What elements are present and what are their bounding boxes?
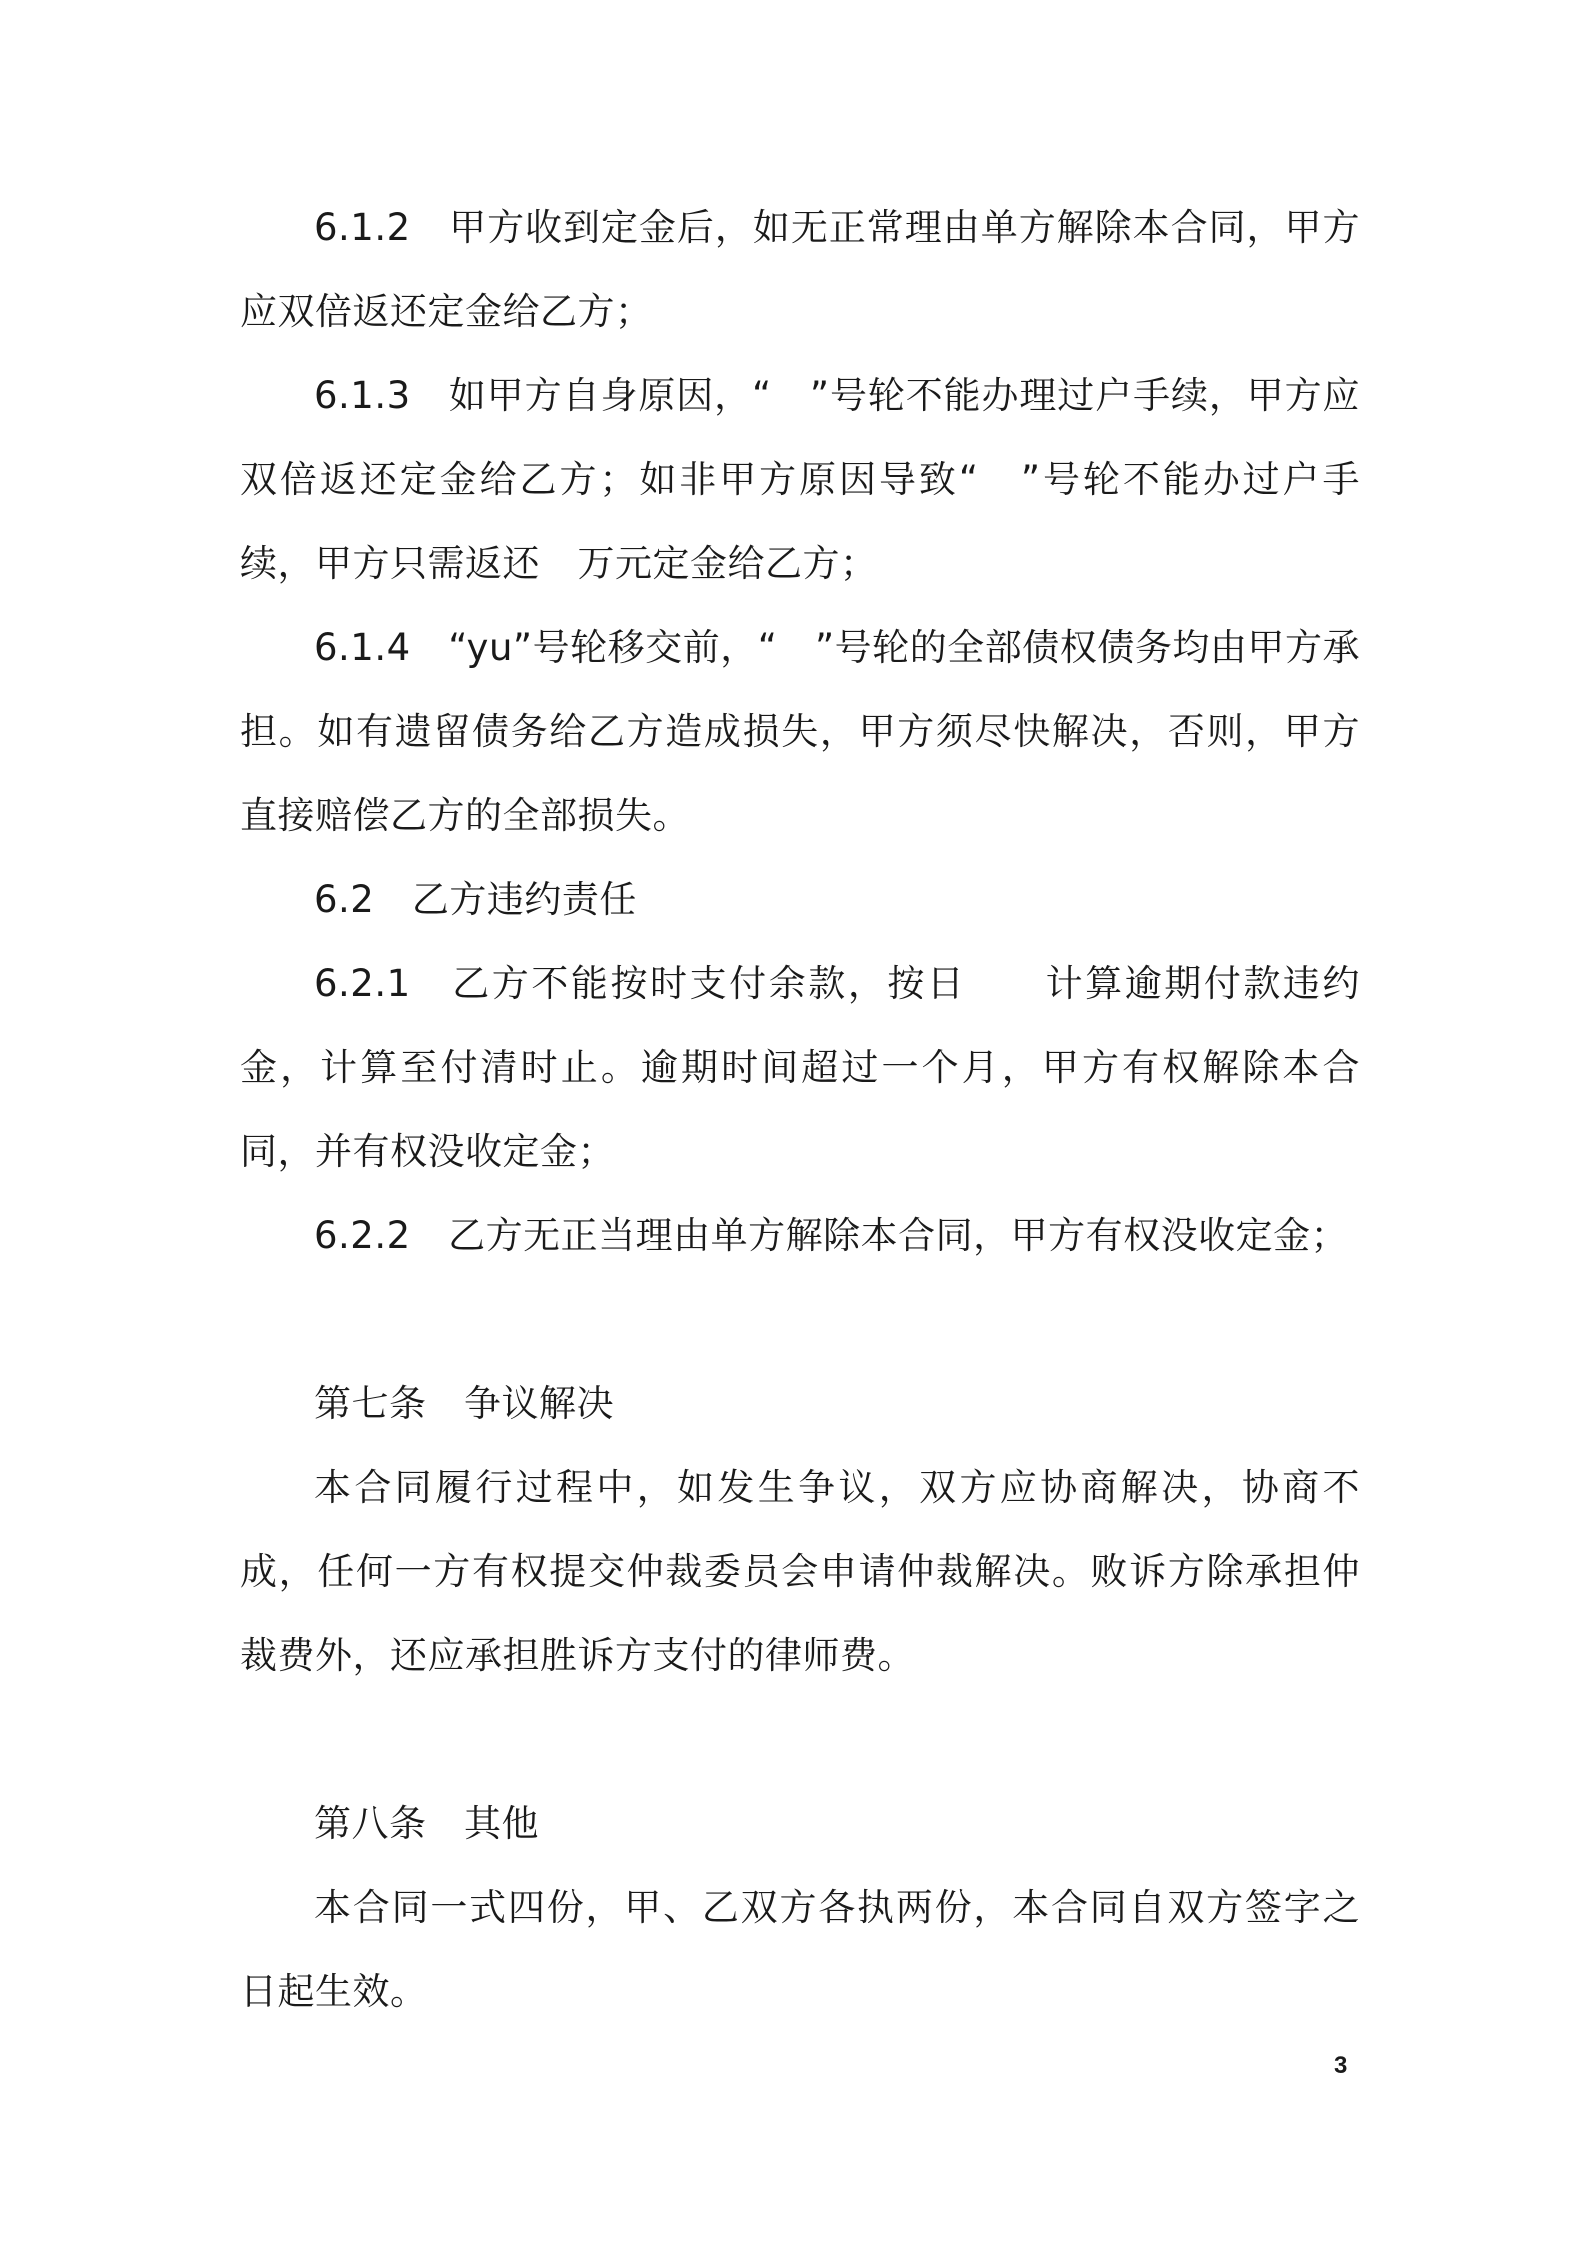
article-7-body: 本合同履行过程中，如发生争议，双方应协商解决，协商不成，任何一方有权提交仲裁委员会申请仲裁解决。败诉方除承担仲裁费外，还应承担胜诉方支付的律师费。 (240, 1466, 1360, 1677)
article-8-heading: 第八条 其他 (314, 1802, 539, 1845)
clause-6-1-4: 6.1.4 “yu”号轮移交前，“ ”号轮的全部债权债务均由甲方承担。如有遗留债务给乙方造成损失，甲方须尽快解决，否则，甲方直接赔偿乙方的全部损失。 (240, 626, 1360, 837)
clause-6-1-2: 6.1.2 甲方收到定金后，如无正常理由单方解除本合同，甲方应双倍返还定金给乙方； (240, 206, 1360, 333)
clause-6-2-1: 6.2.1 乙方不能按时支付余款，按日 计算逾期付款违约金，计算至付清时止。逾期时间超过一个月，甲方有权解除本合同，并有权没收定金； (240, 962, 1360, 1173)
page-number: 3 (1334, 2052, 1348, 2079)
clause-6-2-heading: 6.2 乙方违约责任 (314, 878, 637, 921)
article-8-body: 本合同一式四份，甲、乙双方各执两份，本合同自双方签字之日起生效。 (240, 1886, 1360, 2013)
clause-6-1-3: 6.1.3 如甲方自身原因，“ ”号轮不能办理过户手续，甲方应双倍返还定金给乙方；如非甲方原因导致“ ”号轮不能办过户手续，甲方只需返还 万元定金给乙方； (240, 374, 1360, 585)
clause-6-2-2: 6.2.2 乙方无正当理由单方解除本合同，甲方有权没收定金； (314, 1214, 1349, 1257)
article-7-heading: 第七条 争议解决 (314, 1382, 614, 1425)
